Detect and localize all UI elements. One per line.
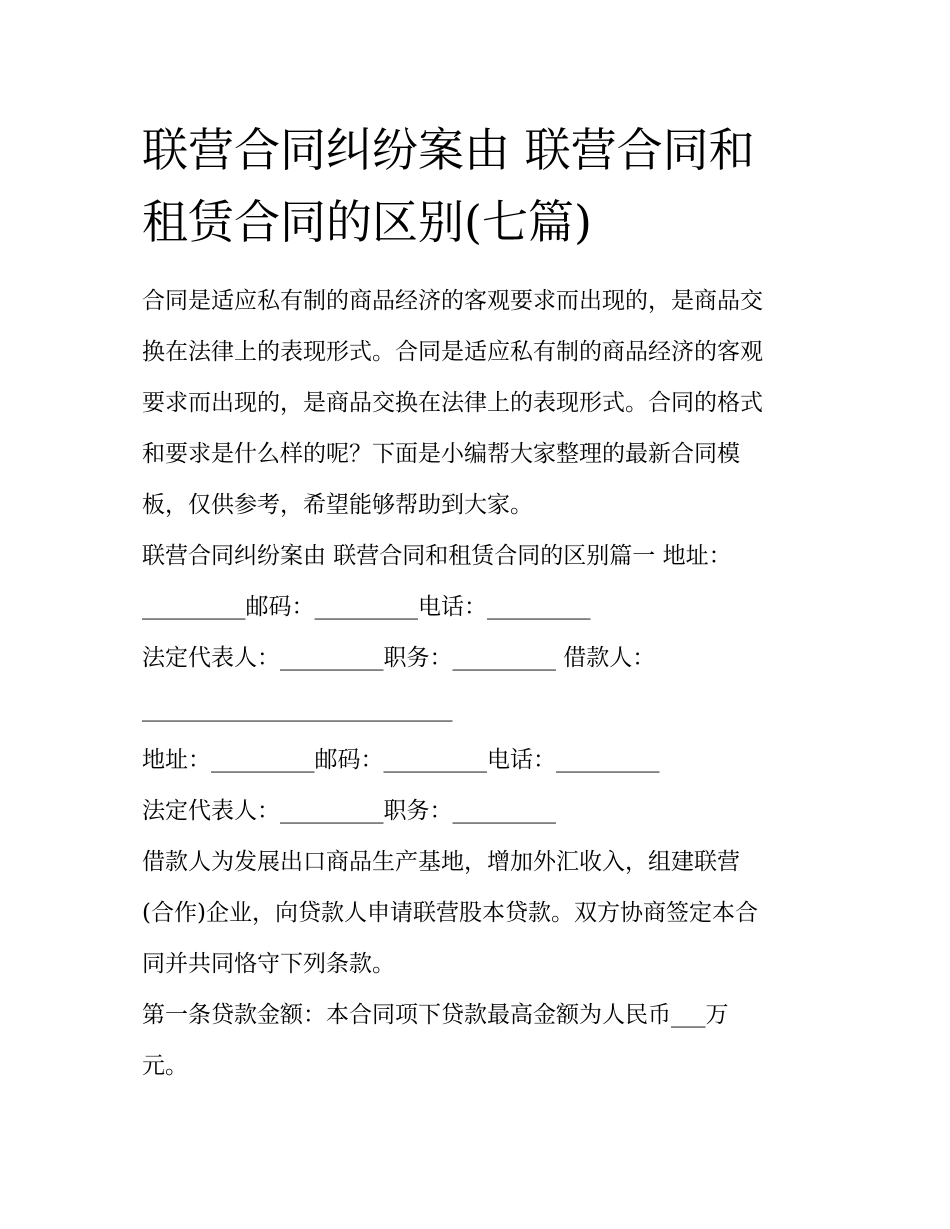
body-line: 合同是适应私有制的商品经济的客观要求而出现的，是商品交 — [142, 288, 763, 314]
body-line: 要求而出现的，是商品交换在法律上的表现形式。合同的格式 — [142, 390, 763, 416]
body-line: 板，仅供参考，希望能够帮助到大家。 — [142, 492, 533, 518]
body-line: 第一条贷款金额：本合同项下贷款最高金额为人民币___万 — [142, 1002, 729, 1028]
body-line: 换在法律上的表现形式。合同是适应私有制的商品经济的客观 — [142, 339, 763, 365]
body-line: (合作)企业，向贷款人申请联营股本贷款。双方协商签定本合 — [142, 900, 758, 926]
body-line: 和要求是什么样的呢？下面是小编帮大家整理的最新合同模 — [142, 441, 740, 467]
body-line: 元。 — [142, 1053, 188, 1079]
body-line: 法定代表人：_________职务：_________ 借款人： — [142, 645, 656, 671]
body-line: 借款人为发展出口商品生产基地，增加外汇收入，组建联营 — [142, 849, 740, 875]
title-line: 租赁合同的区别(七篇) — [142, 195, 592, 249]
body-line: 法定代表人：_________职务：_________ — [142, 798, 556, 824]
body-line: 同并共同恪守下列条款。 — [142, 951, 395, 977]
body-line: ___________________________ — [142, 696, 453, 722]
document-title — [142, 114, 842, 258]
body-line: 地址：_________邮码：_________电话：_________ — [142, 747, 660, 773]
title-line: 联营合同纠纷案由 联营合同和 — [142, 123, 755, 177]
body-line: 联营合同纠纷案由 联营合同和租赁合同的区别篇一 地址： — [142, 543, 732, 569]
body-line: _________邮码：_________电话：_________ — [142, 594, 591, 620]
document-body — [142, 276, 842, 1092]
